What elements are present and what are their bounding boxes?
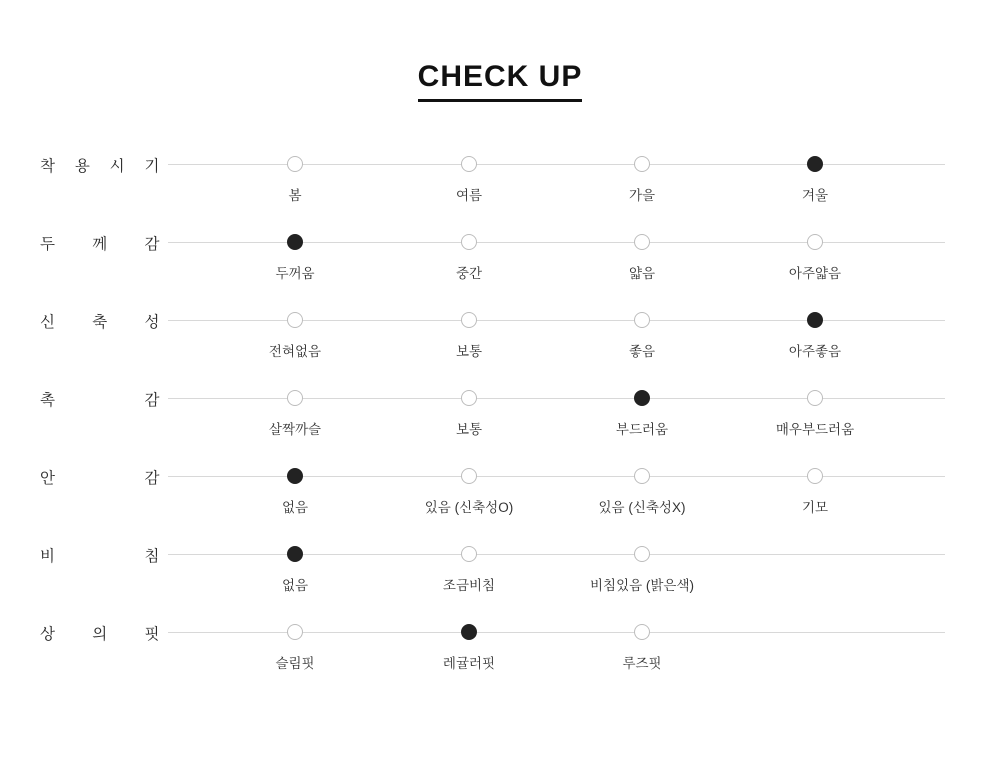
- radio-filled-icon[interactable]: [461, 624, 477, 640]
- radio-empty-icon[interactable]: [807, 234, 823, 250]
- check-up-row: [0, 536, 1000, 614]
- radio-empty-icon[interactable]: [634, 234, 650, 250]
- option-label: 루즈핏: [622, 656, 662, 671]
- option-selected[interactable]: [725, 146, 905, 204]
- option-label: 없음: [281, 578, 309, 593]
- row-label: [40, 232, 160, 254]
- option-unselected[interactable]: [205, 614, 385, 672]
- option-unselected[interactable]: [379, 380, 559, 438]
- option-selected[interactable]: [552, 380, 732, 438]
- radio-filled-icon[interactable]: [287, 234, 303, 250]
- option-label: 기모: [801, 500, 829, 515]
- option-label: 중간: [455, 266, 483, 281]
- option-selected[interactable]: [379, 614, 559, 672]
- check-up-chart: [0, 146, 1000, 692]
- option-label: 있음 (신축성O): [424, 500, 514, 515]
- option-unselected[interactable]: [205, 302, 385, 360]
- option-unselected[interactable]: [552, 146, 732, 204]
- option-unselected[interactable]: [552, 614, 732, 672]
- check-up-row: [0, 224, 1000, 302]
- radio-filled-icon[interactable]: [807, 312, 823, 328]
- check-up-row: [0, 458, 1000, 536]
- radio-empty-icon[interactable]: [461, 312, 477, 328]
- option-unselected[interactable]: [552, 224, 732, 282]
- radio-empty-icon[interactable]: [634, 156, 650, 172]
- option-label: 있음 (신축성X): [598, 500, 686, 515]
- option-unselected[interactable]: [379, 146, 559, 204]
- radio-filled-icon[interactable]: [287, 546, 303, 562]
- option-selected[interactable]: [725, 302, 905, 360]
- radio-filled-icon[interactable]: [287, 468, 303, 484]
- option-selected[interactable]: [205, 224, 385, 282]
- option-label: 보통: [455, 422, 483, 437]
- option-unselected[interactable]: [552, 458, 732, 516]
- radio-empty-icon[interactable]: [287, 156, 303, 172]
- check-up-row: [0, 146, 1000, 224]
- radio-empty-icon[interactable]: [634, 312, 650, 328]
- option-unselected[interactable]: [725, 380, 905, 438]
- option-label: 겨울: [801, 188, 829, 203]
- option-unselected[interactable]: [725, 224, 905, 282]
- radio-empty-icon[interactable]: [634, 468, 650, 484]
- option-unselected[interactable]: [379, 458, 559, 516]
- option-selected[interactable]: [205, 458, 385, 516]
- row-label: [40, 388, 160, 410]
- page-title: [0, 0, 1000, 102]
- row-label-text: 착 용 시 기: [40, 158, 160, 175]
- radio-empty-icon[interactable]: [461, 468, 477, 484]
- option-label: 비침있음 (밝은색): [589, 578, 695, 593]
- row-label: [40, 154, 160, 176]
- option-unselected[interactable]: [379, 302, 559, 360]
- option-label: 아주얇음: [788, 266, 842, 281]
- option-label: 매우부드러움: [775, 422, 855, 437]
- radio-empty-icon[interactable]: [634, 546, 650, 562]
- option-unselected[interactable]: [552, 536, 732, 594]
- row-label: [40, 544, 160, 566]
- row-label-text: 비 침: [40, 548, 160, 565]
- option-label: 보통: [455, 344, 483, 359]
- row-label-text: 촉 감: [40, 392, 160, 409]
- option-label: 레귤러핏: [442, 656, 496, 671]
- option-label: 살짝까슬: [268, 422, 322, 437]
- radio-empty-icon[interactable]: [461, 234, 477, 250]
- option-label: 여름: [455, 188, 483, 203]
- row-label: [40, 466, 160, 488]
- option-unselected[interactable]: [725, 458, 905, 516]
- option-label: 봄: [288, 188, 302, 203]
- row-label-text: 안 감: [40, 470, 160, 487]
- option-label: 얇음: [628, 266, 656, 281]
- row-label: [40, 310, 160, 332]
- radio-filled-icon[interactable]: [807, 156, 823, 172]
- option-unselected[interactable]: [379, 536, 559, 594]
- radio-filled-icon[interactable]: [634, 390, 650, 406]
- option-unselected[interactable]: [205, 146, 385, 204]
- option-label: 아주좋음: [788, 344, 842, 359]
- row-label-text: 신 축 성: [40, 314, 160, 331]
- radio-empty-icon[interactable]: [807, 468, 823, 484]
- option-label: 전혀없음: [268, 344, 322, 359]
- radio-empty-icon[interactable]: [461, 390, 477, 406]
- option-unselected[interactable]: [552, 302, 732, 360]
- option-label: 없음: [281, 500, 309, 515]
- radio-empty-icon[interactable]: [287, 312, 303, 328]
- option-label: 슬림핏: [275, 656, 315, 671]
- radio-empty-icon[interactable]: [807, 390, 823, 406]
- radio-empty-icon[interactable]: [461, 156, 477, 172]
- row-label-text: 상 의 핏: [40, 626, 160, 643]
- radio-empty-icon[interactable]: [287, 624, 303, 640]
- row-label-text: 두 께 감: [40, 236, 160, 253]
- radio-empty-icon[interactable]: [461, 546, 477, 562]
- page-title-text: CHECK UP: [418, 62, 583, 102]
- check-up-row: [0, 380, 1000, 458]
- radio-empty-icon[interactable]: [287, 390, 303, 406]
- check-up-row: [0, 614, 1000, 692]
- option-unselected[interactable]: [379, 224, 559, 282]
- option-label: 두꺼움: [275, 266, 315, 281]
- option-label: 가을: [628, 188, 656, 203]
- option-selected[interactable]: [205, 536, 385, 594]
- radio-empty-icon[interactable]: [634, 624, 650, 640]
- check-up-row: [0, 302, 1000, 380]
- option-label: 부드러움: [615, 422, 669, 437]
- option-unselected[interactable]: [205, 380, 385, 438]
- option-label: 조금비침: [442, 578, 496, 593]
- row-label: [40, 622, 160, 644]
- option-label: 좋음: [628, 344, 656, 359]
